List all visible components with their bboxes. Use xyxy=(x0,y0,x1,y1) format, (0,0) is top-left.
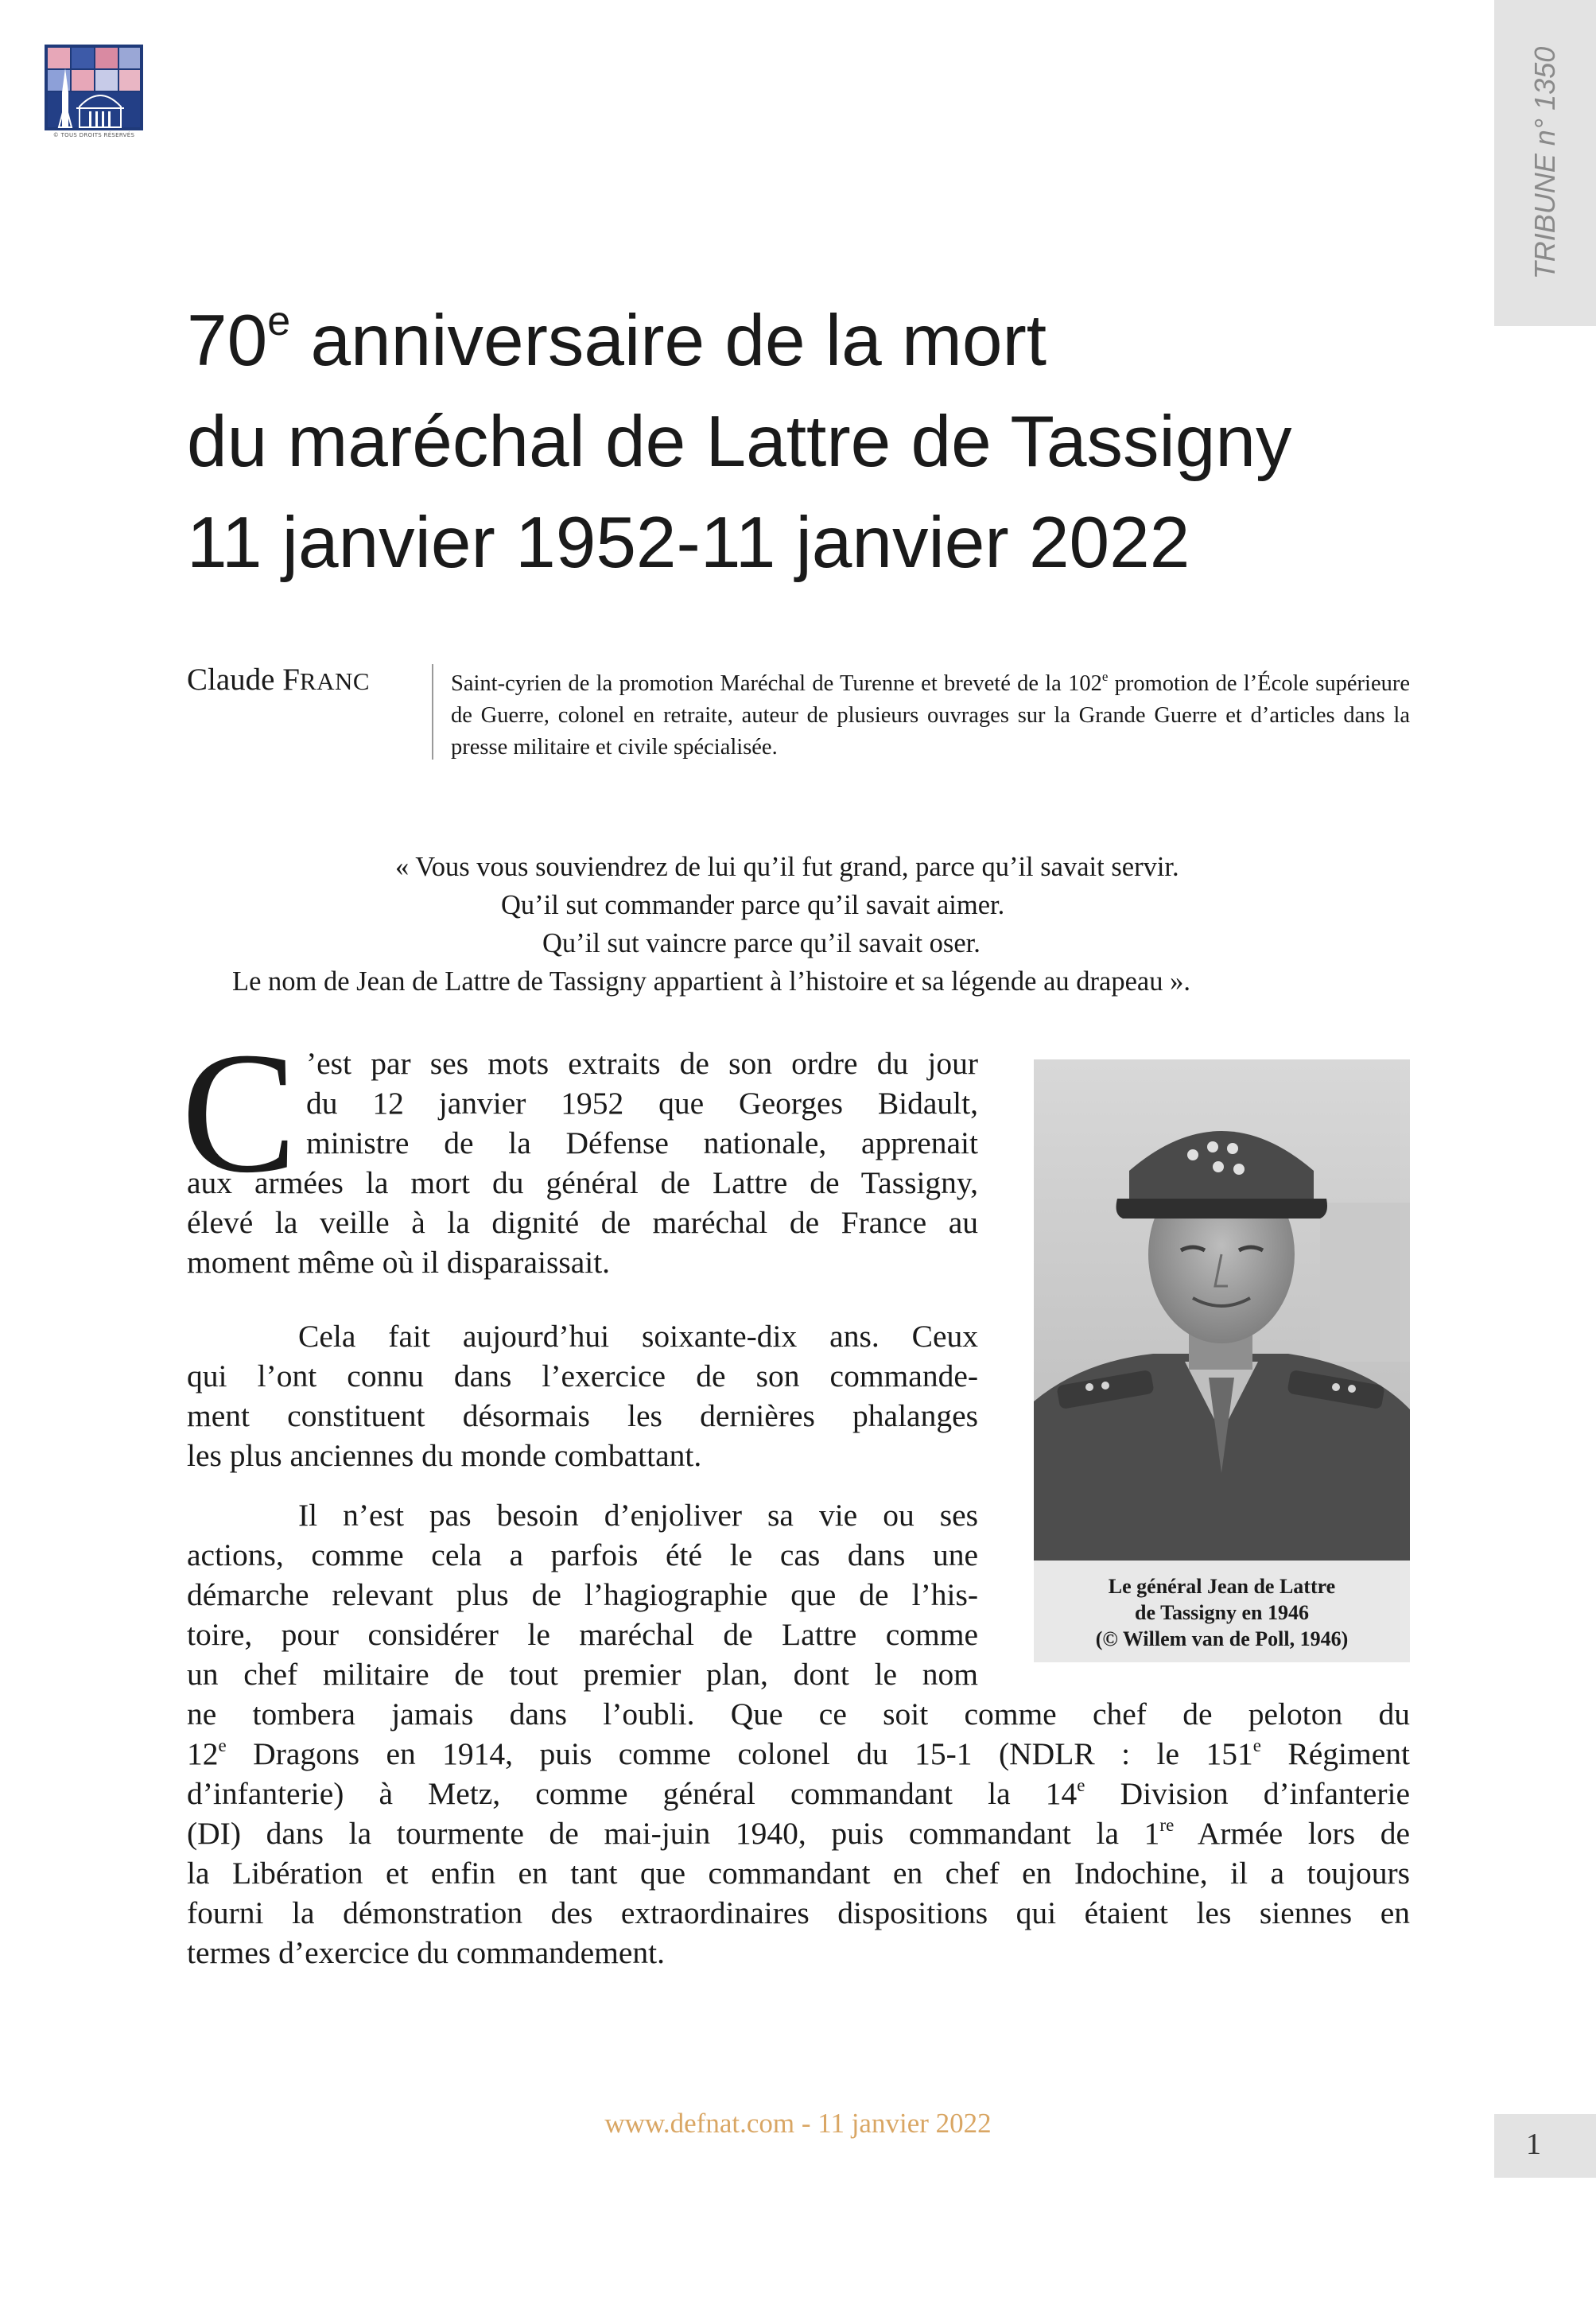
title-line-2: du maréchal de Lattre de Tassigny xyxy=(187,402,1292,482)
author-name: Claude FRANC xyxy=(187,663,371,697)
text-line: aux armées la mort du général de Lattre de Tassigny, xyxy=(187,1165,978,1200)
text-line: ’est par ses mots extraits de son ordre du jour xyxy=(306,1046,978,1081)
page-number: 1 xyxy=(1526,2128,1541,2161)
text-line: fourni la démonstration des extraordinaires dispositions qui étaient les siennes en xyxy=(187,1895,1410,1930)
portrait-photo xyxy=(1034,1059,1410,1561)
text-line: ment constituent désormais les dernières phalanges xyxy=(187,1398,978,1433)
text-line: actions, comme cela a parfois été le cas dans une xyxy=(187,1537,978,1572)
page-number-tab xyxy=(1494,2114,1596,2178)
logo-caption: © TOUS DROITS RÉSERVÉS xyxy=(52,132,135,138)
epigraph-line: Le nom de Jean de Lattre de Tassigny appartient à l’histoire et sa légende au drapeau ». xyxy=(232,966,1190,997)
photo-caption-line: (© Willem van de Poll, 1946) xyxy=(1095,1627,1349,1650)
text-line: 12e Dragons en 1914, puis comme colonel du 15-1 (NDLR : le 151e Régiment xyxy=(187,1735,1410,1771)
epigraph-line: « Vous vous souviendrez de lui qu’il fut grand, parce qu’il savait servir. xyxy=(395,852,1179,882)
text-line: les plus anciennes du monde combattant. xyxy=(187,1438,702,1473)
author-divider xyxy=(432,664,433,760)
drop-cap: C xyxy=(181,1017,297,1209)
title-line-3: 11 janvier 1952-11 janvier 2022 xyxy=(187,503,1190,583)
logo-emblem-icon xyxy=(45,45,143,130)
title-line-1: 70e anniversaire de la mort xyxy=(187,298,1047,381)
article-title xyxy=(187,290,1499,593)
text-line: qui l’ont connu dans l’exercice de son commande- xyxy=(187,1358,978,1393)
text-line: un chef militaire de tout premier plan, dont le nom xyxy=(187,1657,978,1692)
text-line: ministre de la Défense nationale, apprenait xyxy=(306,1125,978,1160)
text-line: moment même où il disparaissait. xyxy=(187,1245,611,1280)
tribune-number-label: TRIBUNE n° 1350 xyxy=(1528,46,1561,280)
text-line: élevé la veille à la dignité de maréchal de France au xyxy=(187,1205,978,1240)
text-line: démarche relevant plus de l’hagiographie que de l’his- xyxy=(187,1577,978,1612)
epigraph-line: Qu’il sut vaincre parce qu’il savait oser. xyxy=(542,928,981,958)
paragraph-3-continued xyxy=(187,1694,1410,1973)
publisher-logo xyxy=(45,45,143,142)
author-bio: Saint-cyrien de la promotion Maréchal de Turenne et breveté de la 102e promotion de l’École supérieure de Guerre, colonel en retraite, auteur de plusieurs ouvrages sur la Grande Guerre et d’articles dans la presse militaire et civile spécialisée. xyxy=(451,669,1410,760)
paragraph-3 xyxy=(187,1495,978,1694)
text-line: termes d’exercice du commandement. xyxy=(187,1935,666,1970)
footer-url-date: www.defnat.com - 11 janvier 2022 xyxy=(604,2108,992,2139)
text-line: Cela fait aujourd’hui soixante-dix ans. Ceux xyxy=(298,1319,978,1354)
photo-caption-line: de Tassigny en 1946 xyxy=(1135,1601,1309,1624)
text-line: ne tombera jamais dans l’oubli. Que ce soit comme chef de peloton du xyxy=(187,1697,1410,1732)
paragraph-1 xyxy=(187,1044,978,1282)
paragraph-2 xyxy=(187,1316,978,1475)
photo-caption xyxy=(1034,1561,1410,1662)
text-line: Il n’est pas besoin d’enjoliver sa vie ou ses xyxy=(298,1498,978,1533)
text-line: la Libération et enfin en tant que commandant en chef en Indochine, il a toujours xyxy=(187,1856,1410,1891)
epigraph-line: Qu’il sut commander parce qu’il savait aimer. xyxy=(501,890,1005,920)
portrait-image-icon xyxy=(1034,1059,1410,1561)
text-line: toire, pour considérer le maréchal de Lattre comme xyxy=(187,1617,978,1652)
tribune-side-tab xyxy=(1494,0,1596,326)
text-line: du 12 janvier 1952 que Georges Bidault, xyxy=(306,1086,978,1121)
text-line: (DI) dans la tourmente de mai-juin 1940, puis commandant la 1re Armée lors de xyxy=(187,1815,1410,1851)
photo-caption-line: Le général Jean de Lattre xyxy=(1108,1575,1336,1598)
text-line: d’infanterie) à Metz, comme général commandant la 14e Division d’infanterie xyxy=(187,1775,1410,1811)
